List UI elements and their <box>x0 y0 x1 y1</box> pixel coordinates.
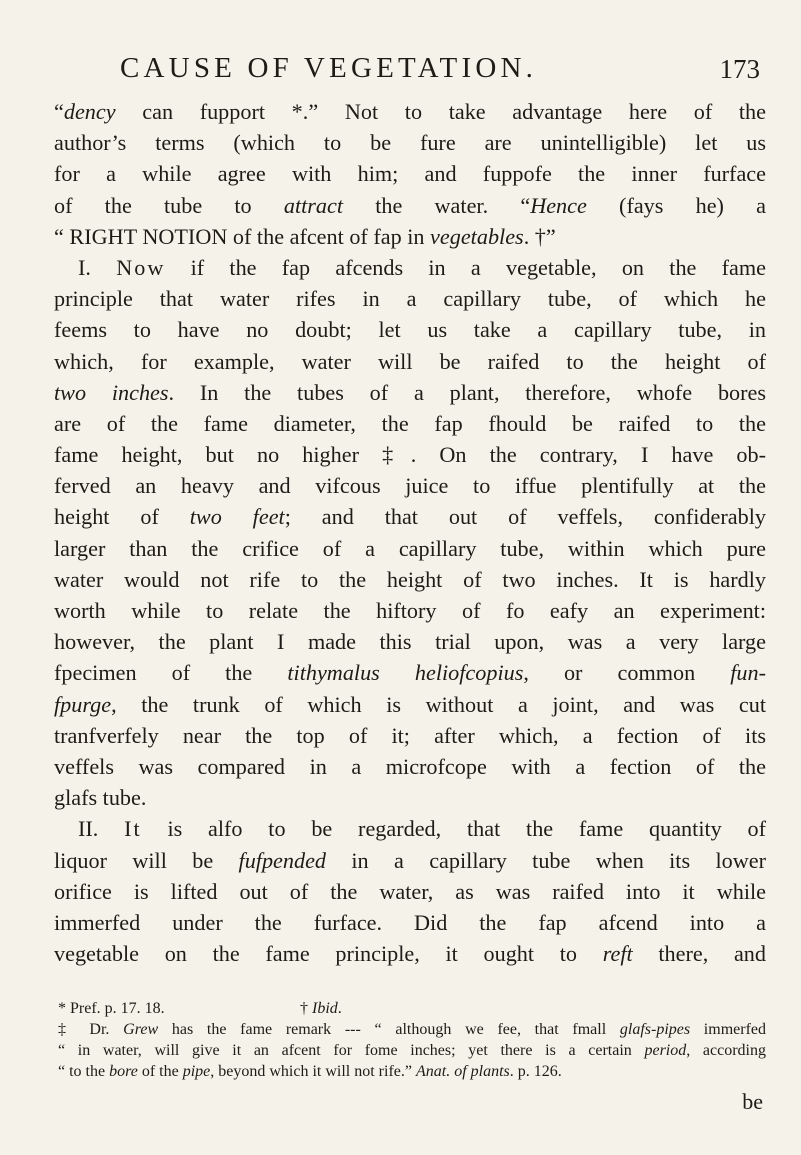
page-number: 173 <box>719 54 760 84</box>
footnote-line: “ in water, will give it an afcent for fome inches; yet there is a certain period, according <box>58 1042 767 1059</box>
footnotes <box>58 998 766 1082</box>
text-line: two inches. In the tubes of a plant, therefore, whofe bores <box>54 379 767 405</box>
text-line: fpurge, the trunk of which is without a joint, and was cut <box>54 691 766 717</box>
running-title: CAUSE OF VEGETATION. <box>120 52 538 84</box>
text-line: vegetable on the fame principle, it ought to reft there, and <box>54 941 766 967</box>
text-line: “ RIGHT NOTION of the afcent of fap in vegetables. †” <box>54 223 556 249</box>
text-line: for a while agree with him; and fuppofe the inner furface <box>54 161 766 187</box>
text-line: however, the plant I made this trial upon, was a very large <box>54 629 766 655</box>
text-line: larger than the crifice of a capillary tube, within which pure <box>54 535 766 561</box>
footnote-pref: * Pref. p. 17. 18. <box>58 1000 165 1017</box>
running-head <box>120 52 760 92</box>
text-line: glafs tube. <box>54 785 147 811</box>
text-line: veffels was compared in a microfcope with a fection of the <box>54 753 766 779</box>
text-line: principle that water rifes in a capillary tube, of which he <box>54 286 766 312</box>
text-line: “dency can fupport *.” Not to take advantage here of the <box>54 99 766 124</box>
text-line: orifice is lifted out of the water, as was raifed into it while <box>54 878 766 904</box>
catchword: be <box>742 1089 763 1114</box>
text-line: II. It is alfo to be regarded, that the fame quantity of <box>78 816 767 842</box>
text-line: worth while to relate the hiftory of fo eafy an experiment: <box>54 598 766 623</box>
text-line: ferved an heavy and vifcous juice to iffue plentifully at the <box>54 473 766 499</box>
text-line: liquor will be fufpended in a capillary tube when its lower <box>54 847 766 873</box>
footnote-line <box>58 998 766 1019</box>
text-line: feems to have no doubt; let us take a capillary tube, in <box>54 317 766 343</box>
text-line: of the tube to attract the water. “Hence (fays he) a <box>54 192 766 218</box>
body-text <box>54 96 766 969</box>
text-line: are of the fame diameter, the fap fhould be raifed to the <box>54 410 766 436</box>
footnote-line: “ to the bore of the pipe, beyond which it will not rife.” Anat. of plants. p. 126. <box>58 1063 562 1080</box>
text-line: fame height, but no higher ‡. On the contrary, I have ob- <box>54 442 766 468</box>
text-line: height of two feet; and that out of veffels, confiderably <box>54 504 766 530</box>
text-line: water would not rife to the height of two inches. It is hardly <box>54 566 766 592</box>
text-line: which, for example, water will be raifed to the height of <box>54 348 766 374</box>
footnote-line: ‡ Dr. Grew has the fame remark --- “ although we fee, that fmall glafs-pipes immerfed <box>58 1021 767 1038</box>
text-line: I. Now if the fap afcends in a vegetable, on the fame <box>78 254 766 280</box>
text-line: fpecimen of the tithymalus heliofcopius, or common fun- <box>54 660 766 686</box>
text-line: immerfed under the furface. Did the fap afcend into a <box>54 909 766 935</box>
text-line: tranfverfely near the top of it; after which, a fection of its <box>54 722 766 748</box>
footnote-ibid: † Ibid. <box>300 1000 342 1017</box>
text-line: author’s terms (which to be fure are unintelligible) let us <box>54 130 766 156</box>
